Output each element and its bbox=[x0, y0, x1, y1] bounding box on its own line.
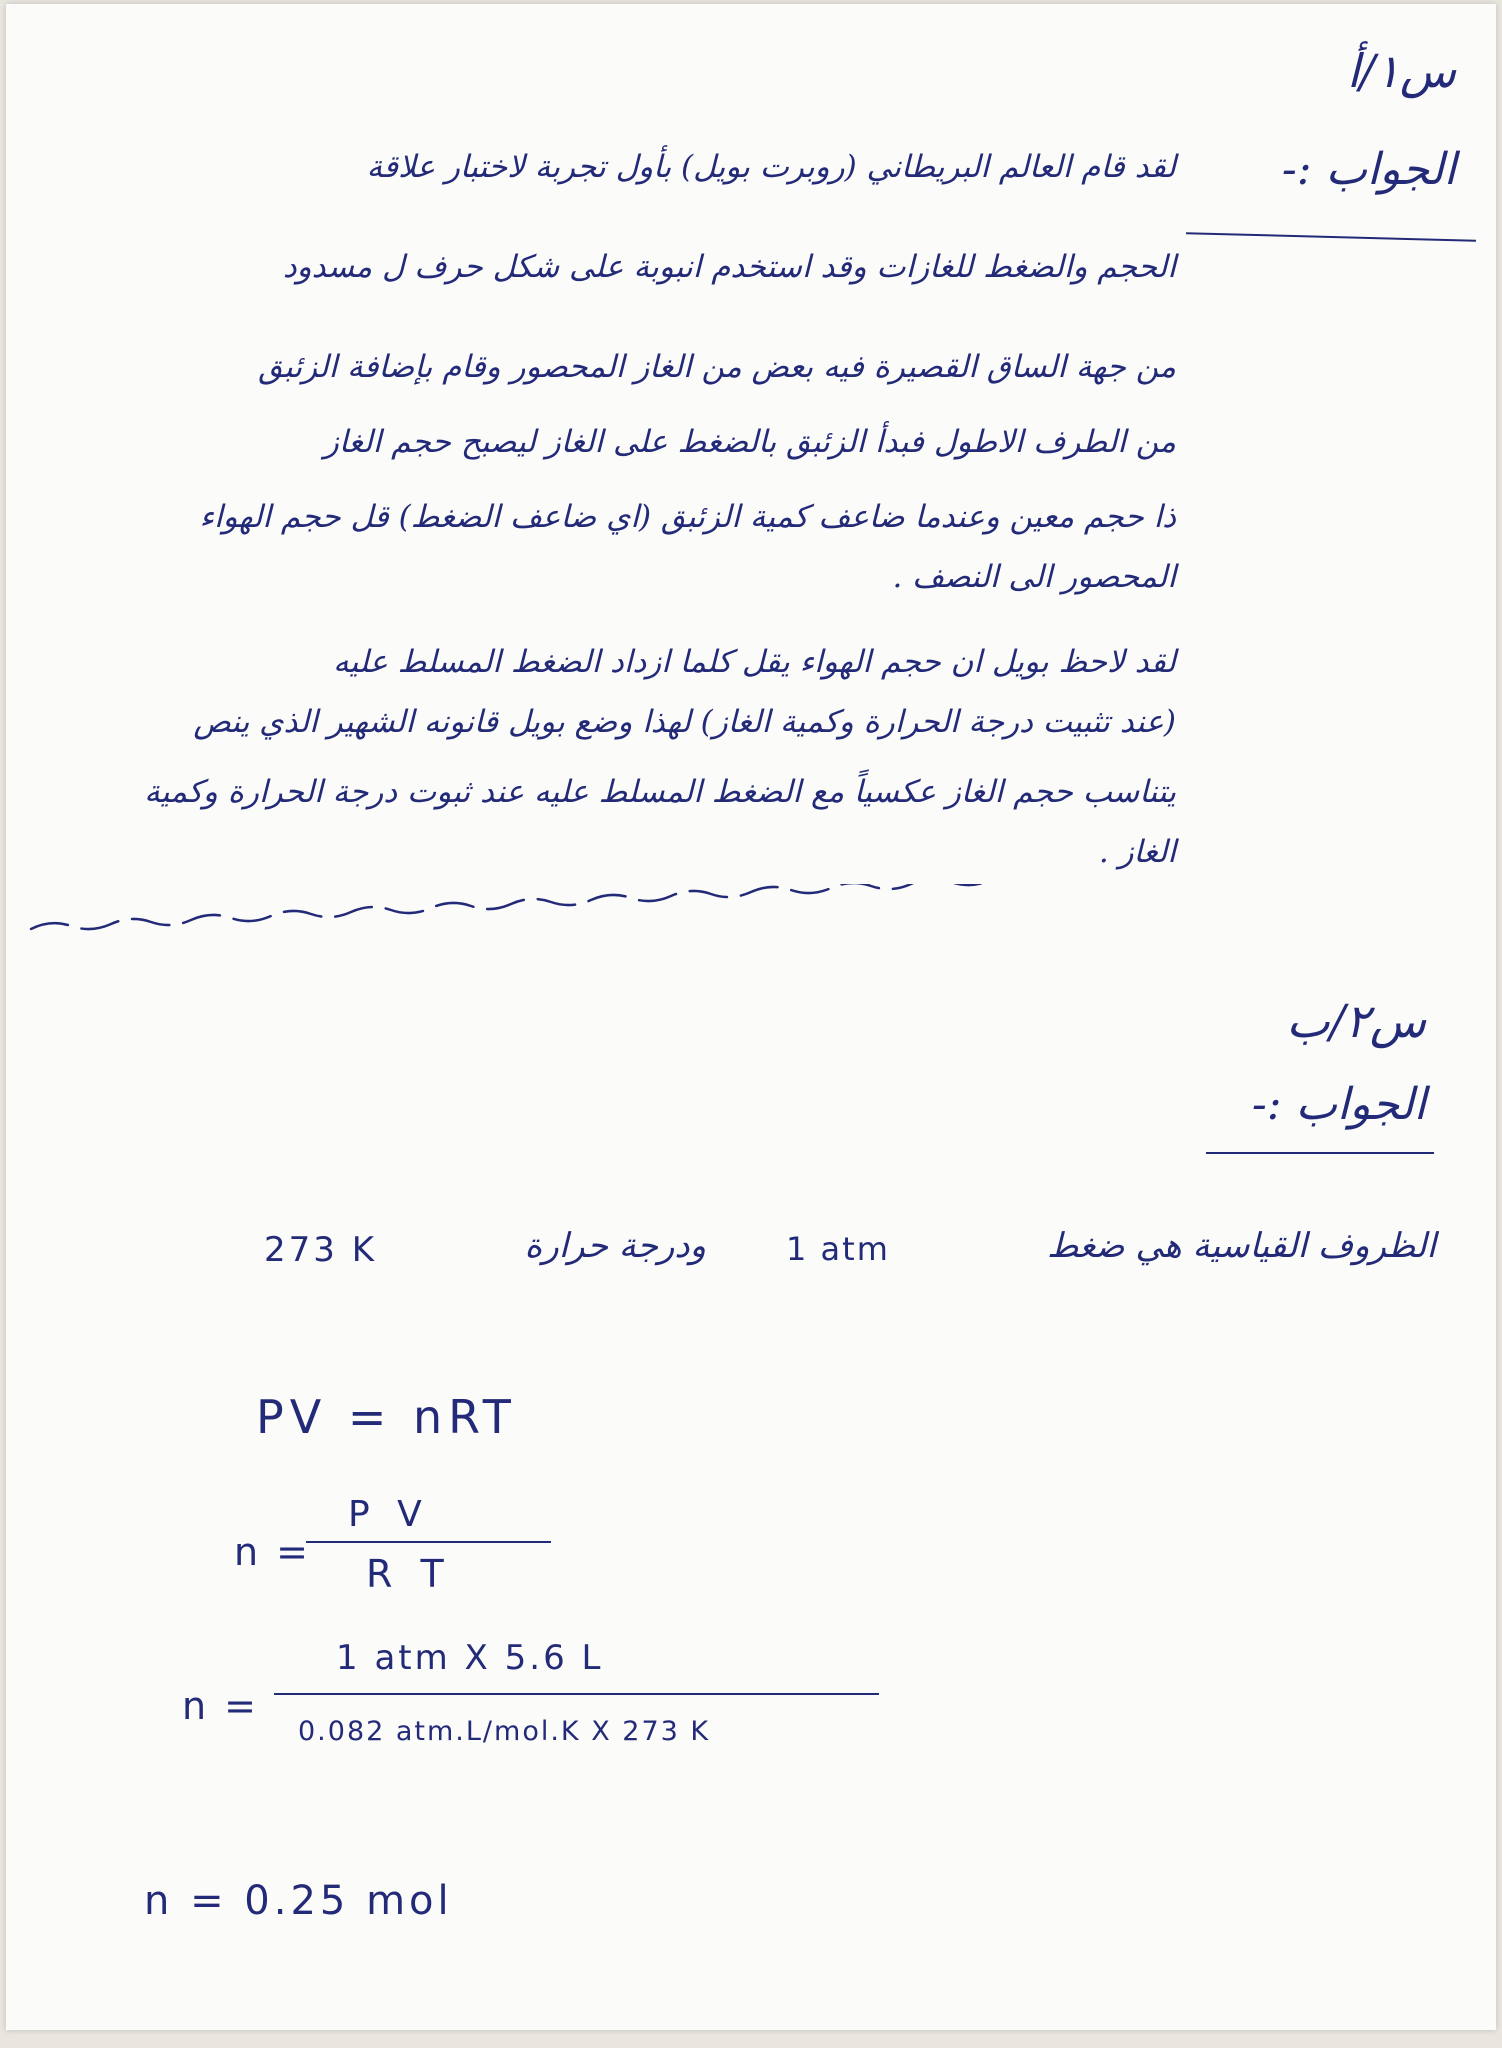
paragraph-2-line: لقد لاحظ بويل ان حجم الهواء يقل كلما ازداد الضغط المسلط عليه bbox=[333, 644, 1176, 680]
wavy-separator bbox=[26, 884, 1446, 964]
moles-substitution-bar bbox=[274, 1693, 879, 1695]
paragraph-1-line: من جهة الساق القصيرة فيه بعض من الغاز المحصور وقام بإضافة الزئبق bbox=[258, 349, 1176, 385]
paragraph-1-line: ذا حجم معين وعندما ضاعف كمية الزئبق (اي ضاعف الضغط) قل حجم الهواء bbox=[199, 499, 1176, 535]
moles-substitution-denominator: 0.082 atm.L/mol.K X 273 K bbox=[298, 1716, 711, 1747]
conditions-text: الظروف القياسية هي ضغط bbox=[1047, 1226, 1436, 1266]
paragraph-1-line: الحجم والضغط للغازات وقد استخدم انبوبة على شكل حرف ل مسدود bbox=[282, 249, 1176, 285]
moles-substitution-lhs: n = bbox=[182, 1684, 260, 1728]
paragraph-1-line: من الطرف الاطول فبدأ الزئبق بالضغط على الغاز ليصبح حجم الغاز bbox=[323, 424, 1176, 460]
moles-formula-numerator: P V bbox=[348, 1494, 430, 1535]
moles-formula-bar bbox=[306, 1541, 551, 1543]
pressure-value: 1 atm bbox=[786, 1230, 890, 1268]
question-2-answer-label: الجواب :- bbox=[1251, 1079, 1426, 1130]
question-2-underline bbox=[1206, 1152, 1434, 1154]
paragraph-2-line: (عند تثبيت درجة الحرارة وكمية الغاز) لهذا وضع بويل قانونه الشهير الذي ينص bbox=[193, 704, 1176, 740]
question-2-label: س٢/ب bbox=[1286, 994, 1426, 1048]
moles-formula-denominator: R T bbox=[366, 1552, 452, 1596]
moles-substitution-numerator: 1 atm X 5.6 L bbox=[336, 1638, 604, 1678]
question-1-answer-label: الجواب :- bbox=[1281, 144, 1456, 195]
paragraph-2-line: يتناسب حجم الغاز عكسياً مع الضغط المسلط عليه عند ثبوت درجة الحرارة وكمية bbox=[144, 774, 1176, 810]
question-1-underline bbox=[1186, 232, 1476, 242]
ideal-gas-equation: PV = nRT bbox=[256, 1390, 517, 1444]
moles-result: n = 0.25 mol bbox=[144, 1878, 453, 1924]
paragraph-1-line: لقد قام العالم البريطاني (روبرت بويل) بأول تجربة لاختبار علاقة bbox=[366, 149, 1176, 185]
temperature-text: ودرجة حرارة bbox=[524, 1226, 706, 1266]
paragraph-2-line: الغاز . bbox=[1098, 834, 1176, 870]
paragraph-1-line: المحصور الى النصف . bbox=[892, 559, 1176, 595]
answer-sheet bbox=[6, 4, 1496, 2030]
question-1-label: س١/أ bbox=[1346, 44, 1456, 98]
moles-formula-lhs: n = bbox=[234, 1530, 312, 1574]
temperature-value: 273 K bbox=[264, 1230, 377, 1270]
